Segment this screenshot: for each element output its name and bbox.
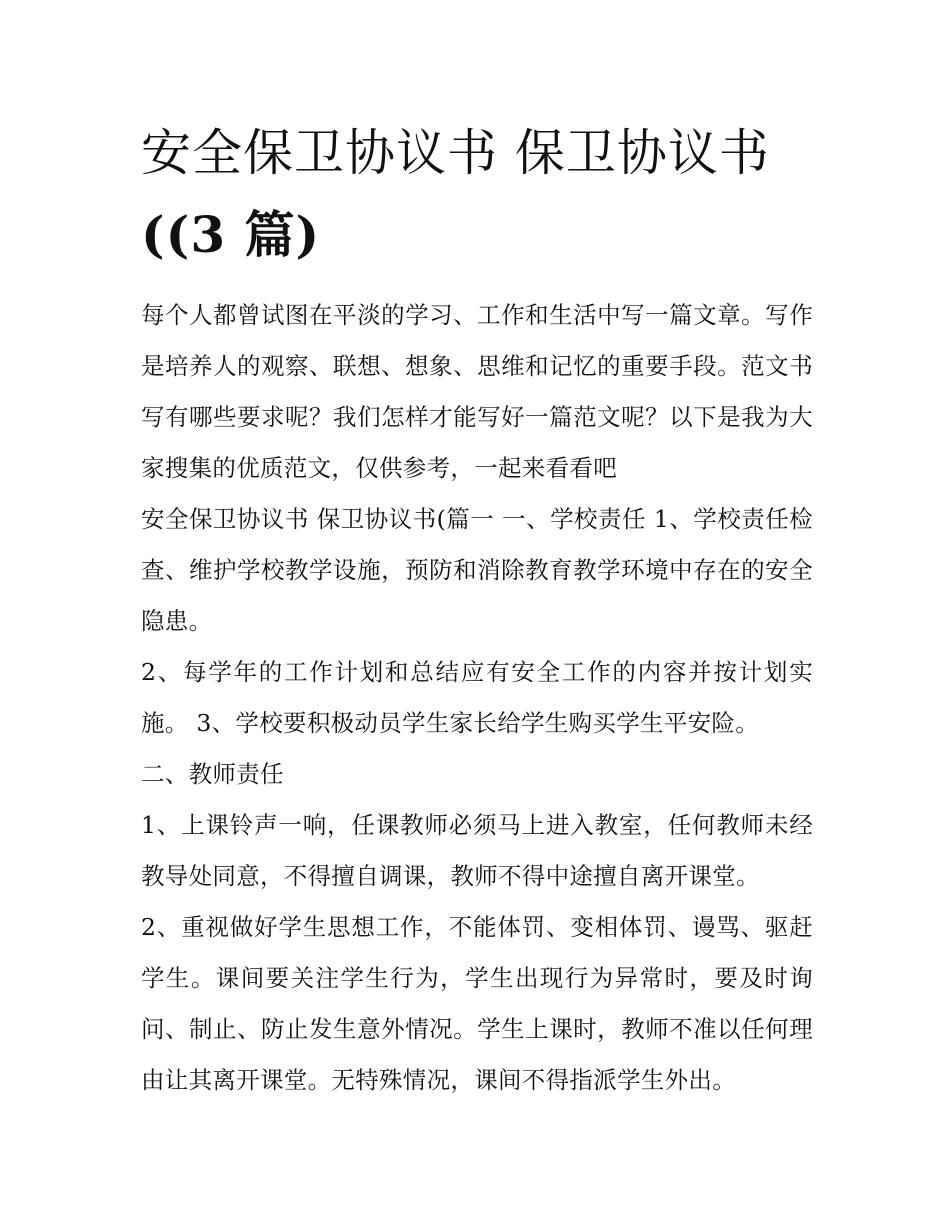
section-heading-teacher-responsibility: 二、教师责任 bbox=[141, 760, 284, 788]
title-line-1: 安全保卫协议书 保卫协议书 bbox=[141, 124, 770, 182]
paragraph-teacher-2: 2、重视做好学生思想工作，不能体罚、变相体罚、谩骂、驱赶学生。课间要关注学生行为，学生出现行为异常时，要及时询问、制止、防止发生意外情况。学生上课时，教师不准以任何理由让其离开课堂。无特殊情况，课间不得指派学生外出。 bbox=[141, 913, 813, 1094]
document-body bbox=[141, 290, 813, 1106]
paragraph-teacher-1: 1、上课铃声一响，任课教师必须马上进入教室，任何教师未经教导处同意，不得擅自调课，教师不得中途擅自离开课堂。 bbox=[141, 811, 813, 890]
document-page bbox=[141, 112, 813, 1106]
paragraph-school-responsibility: 安全保卫协议书 保卫协议书(篇一 一、学校责任 1、学校责任检查、维护学校教学设施，预防和消除教育教学环境中存在的安全隐患。 bbox=[141, 505, 813, 635]
paragraph-intro: 每个人都曾试图在平淡的学习、工作和生活中写一篇文章。写作是培养人的观察、联想、想象、思维和记忆的重要手段。范文书写有哪些要求呢？我们怎样才能写好一篇范文呢？以下是我为大家搜集的优质范文，仅供参考，一起来看看吧 bbox=[141, 301, 813, 482]
title-line-2: ((3 篇) bbox=[141, 205, 321, 264]
document-title bbox=[141, 112, 813, 276]
paragraph-school-responsibility-2-3: 2、每学年的工作计划和总结应有安全工作的内容并按计划实施。 3、学校要积极动员学生家长给学生购买学生平安险。 bbox=[141, 658, 813, 737]
